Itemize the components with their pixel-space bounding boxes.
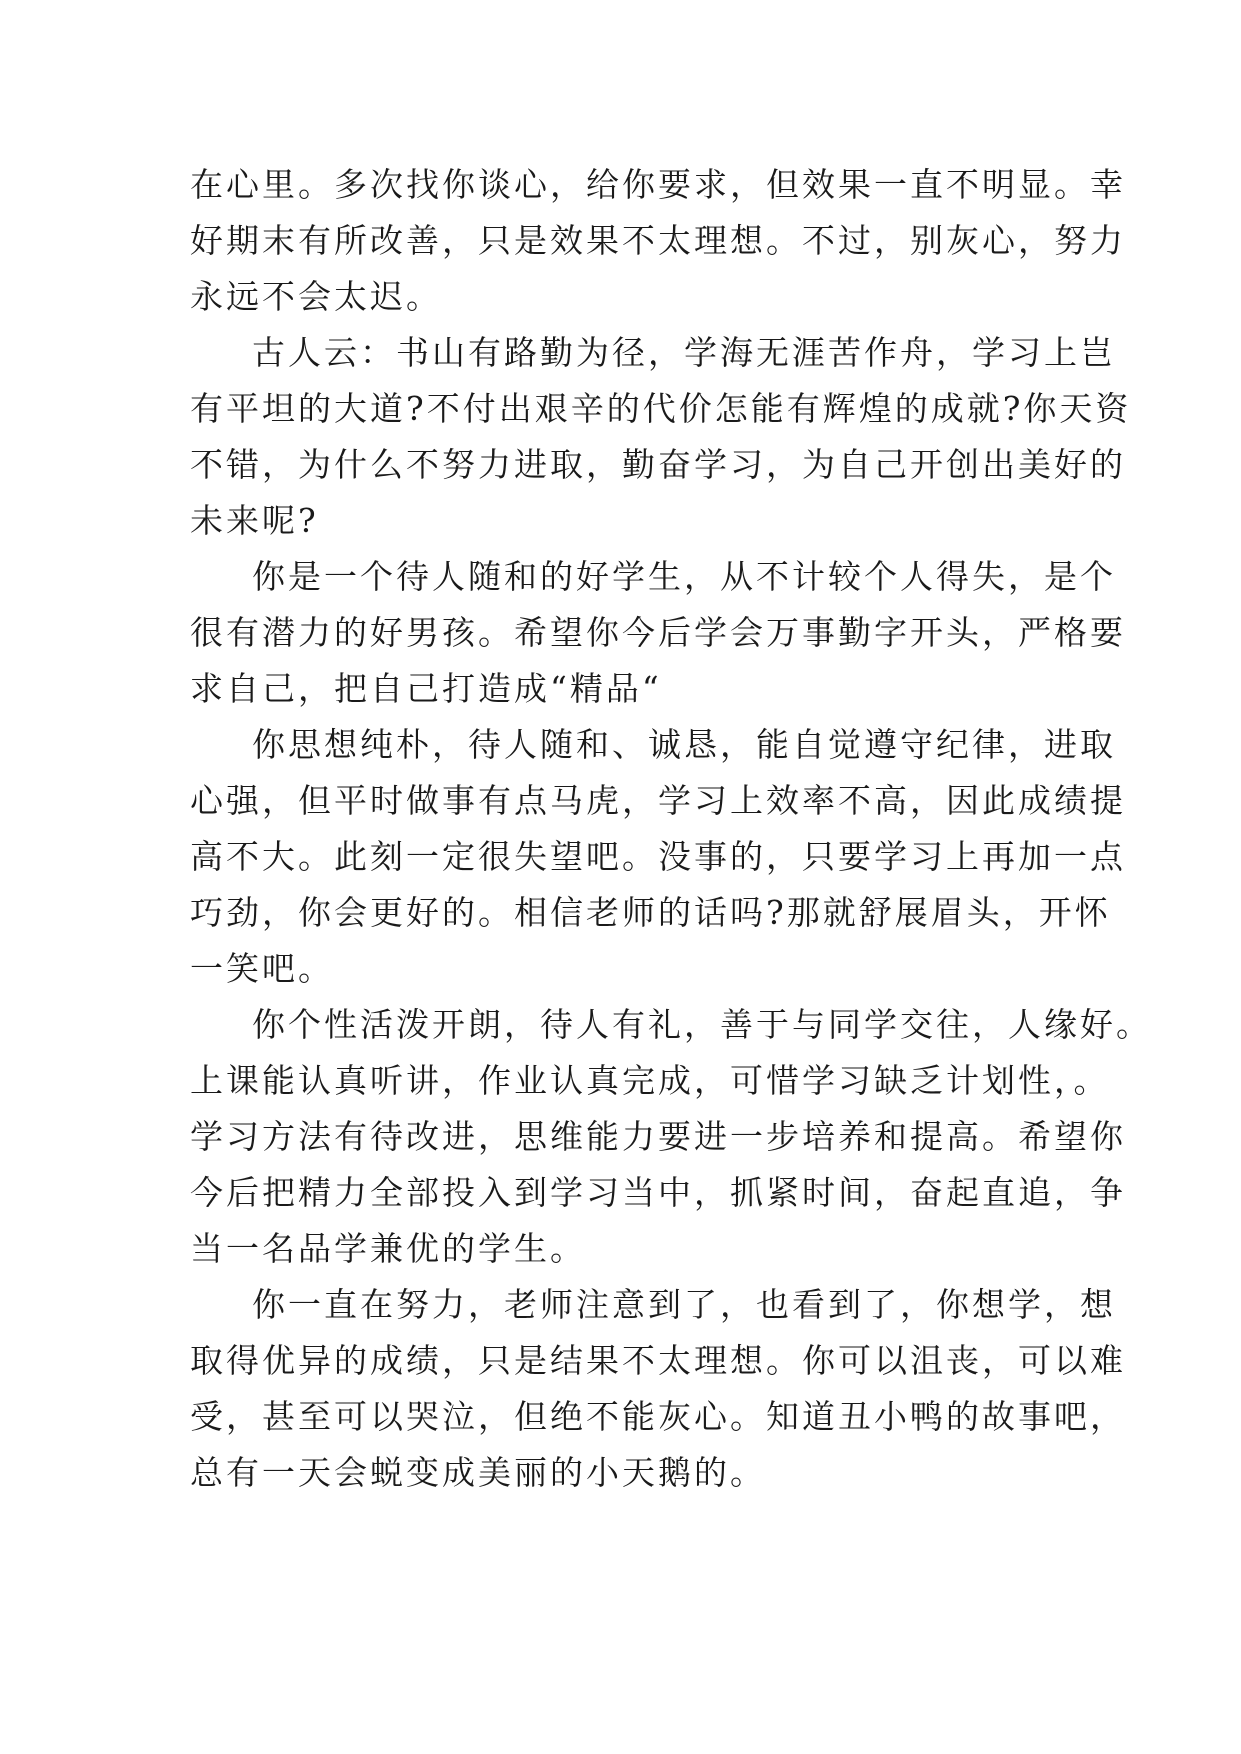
text-line: 你思想纯朴，待人随和、诚恳，能自觉遵守纪律，进取 — [252, 725, 1116, 764]
text-line: 总有一天会蜕变成美丽的小天鹅的。 — [190, 1453, 766, 1492]
text-line: 不错，为什么不努力进取，勤奋学习，为自己开创出美好的 — [190, 445, 1126, 484]
text-line: 上课能认真听讲，作业认真完成，可惜学习缺乏计划性，。 — [190, 1061, 1110, 1100]
text-line: 求自己，把自己打造成“精品“ — [190, 669, 662, 708]
paragraph-3 — [190, 549, 1126, 717]
text-line: 今后把精力全部投入到学习当中，抓紧时间，奋起直追，争 — [190, 1173, 1126, 1212]
text-line: 你是一个待人随和的好学生，从不计较个人得失，是个 — [252, 557, 1116, 596]
text-line: 你一直在努力，老师注意到了，也看到了，你想学，想 — [252, 1285, 1116, 1324]
paragraph-2 — [190, 325, 1132, 549]
text-line: 受，甚至可以哭泣，但绝不能灰心。知道丑小鸭的故事吧， — [190, 1397, 1126, 1436]
text-line: 当一名品学兼优的学生。 — [190, 1229, 586, 1268]
paragraph-1 — [190, 157, 1126, 325]
text-line: 学习方法有待改进，思维能力要进一步培养和提高。希望你 — [190, 1117, 1126, 1156]
text-line: 很有潜力的好男孩。希望你今后学会万事勤字开头，严格要 — [190, 613, 1126, 652]
text-line: 未来呢? — [190, 501, 319, 540]
text-line: 永远不会太迟。 — [190, 277, 442, 316]
text-line: 古人云：书山有路勤为径，学海无涯苦作舟，学习上岂 — [252, 333, 1116, 372]
text-line: 有平坦的大道?不付出艰辛的代价怎能有辉煌的成就?你天资 — [190, 389, 1132, 428]
text-line: 心强，但平时做事有点马虎，学习上效率不高，因此成绩提 — [190, 781, 1126, 820]
paragraph-5 — [190, 997, 1152, 1277]
text-line: 好期末有所改善，只是效果不太理想。不过，别灰心，努力 — [190, 221, 1126, 260]
text-line: 巧劲，你会更好的。相信老师的话吗?那就舒展眉头，开怀 — [190, 893, 1111, 932]
document-body — [190, 157, 1152, 1501]
text-line: 在心里。多次找你谈心，给你要求，但效果一直不明显。幸 — [190, 165, 1126, 204]
text-line: 高不大。此刻一定很失望吧。没事的，只要学习上再加一点 — [190, 837, 1126, 876]
text-line: 取得优异的成绩，只是结果不太理想。你可以沮丧，可以难 — [190, 1341, 1126, 1380]
text-line: 一笑吧。 — [190, 949, 334, 988]
paragraph-4 — [190, 717, 1126, 997]
text-line: 你个性活泼开朗，待人有礼，善于与同学交往，人缘好。 — [252, 1005, 1152, 1044]
paragraph-6 — [190, 1277, 1126, 1501]
